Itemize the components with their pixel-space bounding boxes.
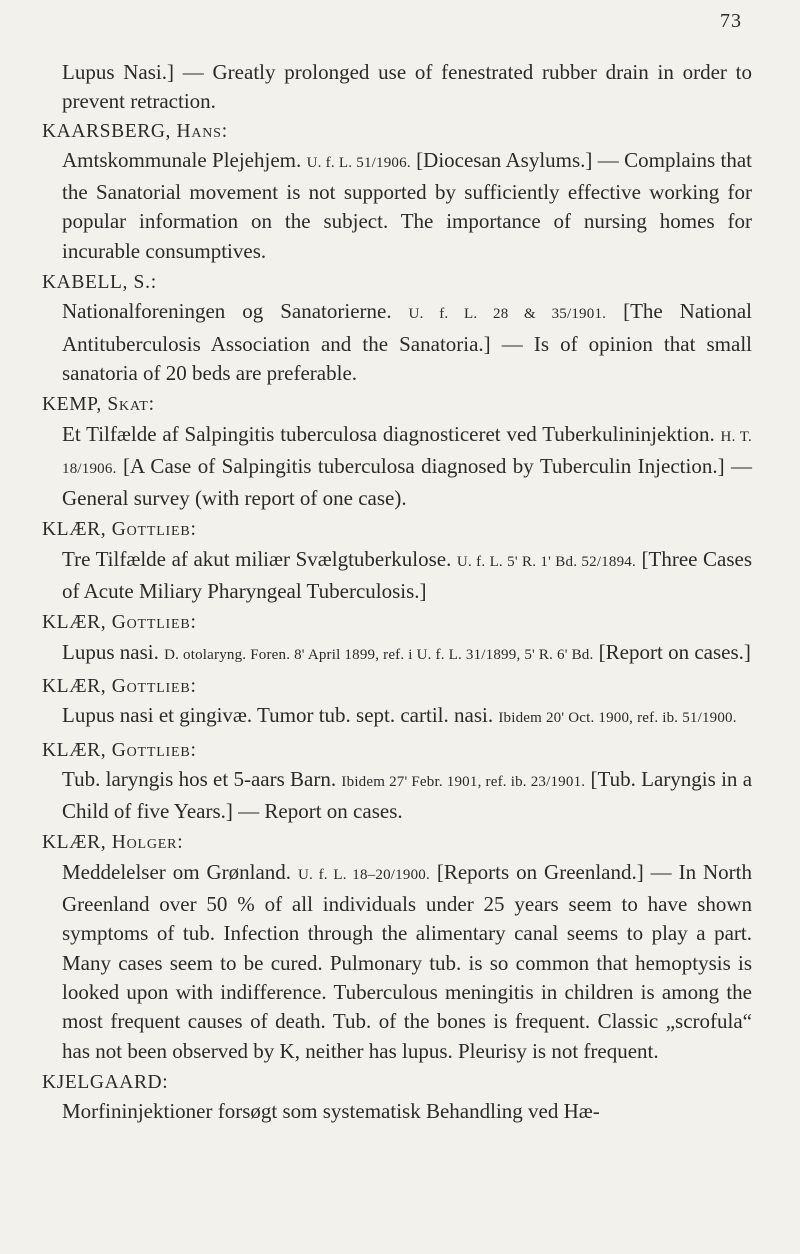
entry-reference: H. T. 18/1906.	[62, 428, 752, 477]
entry-title: Morfininjektioner forsøgt som systematisk Behandling ved Hæ-	[62, 1099, 600, 1124]
entry-title: Lupus nasi.	[62, 639, 159, 664]
entry-title: Meddelelser om Grønland.	[62, 859, 292, 884]
entry-translation: [Three Cases of Acute Miliary Pharyngeal Tuberculosis.]	[62, 546, 753, 604]
page-number: 73	[720, 10, 742, 32]
bibliography-entry	[42, 608, 752, 670]
continued-entry-text: Lupus Nasi.] — Greatly prolonged use of fenestrated rubber drain in order to prevent retraction.	[62, 60, 752, 114]
entry-author: KJELGAARD:	[42, 1071, 169, 1093]
bibliography-entry	[42, 117, 753, 266]
entry-reference: U. f. L. 28 & 35/1901.	[408, 306, 607, 323]
entry-title: Amtskommunale Plejehjem.	[62, 147, 302, 172]
entry-translation: [Diocesan Asylums.] — Complains that the Sanatorial movement is not supported by sufficiently effective working for popular information on the subject. The importance of nursing homes for incurable consumptives.	[62, 147, 753, 263]
entry-title: Tre Tilfælde af akut miliær Svælgtuberkulose.	[62, 546, 452, 571]
entry-translation: [Tub. Laryngis in a Child of five Years.] — Report on cases.	[62, 766, 753, 824]
entry-author: KEMP, Skat:	[42, 394, 155, 416]
entry-reference: D. otolaryng. Foren. 8' April 1899, ref. i U. f. L. 31/1899, 5' R. 6' Bd.	[164, 646, 594, 663]
entry-translation: [The National Antituberculosis Association and the Sanatoria.] — Is of opinion that small sanatoria of 20 beds are preferable.	[62, 299, 752, 385]
entry-reference: Ibidem 20' Oct. 1900, ref. ib. 51/1900.	[498, 710, 737, 727]
bibliography-entry	[42, 515, 753, 606]
entry-translation: [A Case of Salpingitis tuberculosa diagnosed by Tuberculin Injection.] — General survey (with report of one case).	[62, 453, 753, 511]
entry-title: Tub. laryngis hos et 5-aars Barn.	[62, 766, 337, 791]
bibliography-entry	[42, 828, 752, 1065]
entry-author: KABELL, S.:	[42, 272, 158, 294]
entry-author: KLÆR, Gottlieb:	[42, 675, 197, 697]
entry-reference: U. f. L. 18–20/1900.	[297, 866, 430, 883]
entry-translation: [Reports on Greenland.] — In North Greenland over 50 % of all individuals under 25 years seem to have shown symptoms of tub. Infection through the alimentary canal seems to play a part. Many cases seem to be cured. Pulmonary tub. is so common that hemoptysis is looked upon with indifference. Tuberculous meningitis in children is among the most frequent causes of death. Tub. of the bones is frequent. Classic „scrofula“ has not been observed by K, neither has lupus. Pleurisy is not frequent.	[62, 859, 752, 1063]
entry-reference: U. f. L. 51/1906.	[306, 154, 411, 171]
bibliography-entry	[42, 672, 752, 734]
bibliography-entry	[42, 268, 752, 388]
entry-author: KLÆR, Gottlieb:	[42, 612, 197, 634]
entry-translation: [Report on cases.]	[598, 639, 751, 664]
entry-reference: Ibidem 27' Febr. 1901, ref. ib. 23/1901.	[341, 773, 586, 790]
bibliography-entry	[42, 390, 753, 513]
entry-title: Nationalforeningen og Sanatorierne.	[62, 299, 392, 324]
entry-title: Et Tilfælde af Salpingitis tuberculosa diagnosticeret ved Tuberkulininjektion.	[62, 421, 715, 446]
bibliography-content	[42, 58, 753, 1131]
entry-author: KLÆR, Gottlieb:	[42, 519, 197, 541]
entry-author: KLÆR, Holger:	[42, 832, 184, 854]
bibliography-entry	[42, 736, 753, 827]
entry-author: KLÆR, Gottlieb:	[42, 739, 197, 761]
bibliography-entry	[42, 1068, 752, 1130]
entry-author: KAARSBERG, Hans:	[42, 120, 228, 142]
entry-reference: U. f. L. 5' R. 1' Bd. 52/1894.	[456, 553, 636, 570]
entry-title: Lupus nasi et gingivæ. Tumor tub. sept. cartil. nasi.	[62, 703, 494, 728]
